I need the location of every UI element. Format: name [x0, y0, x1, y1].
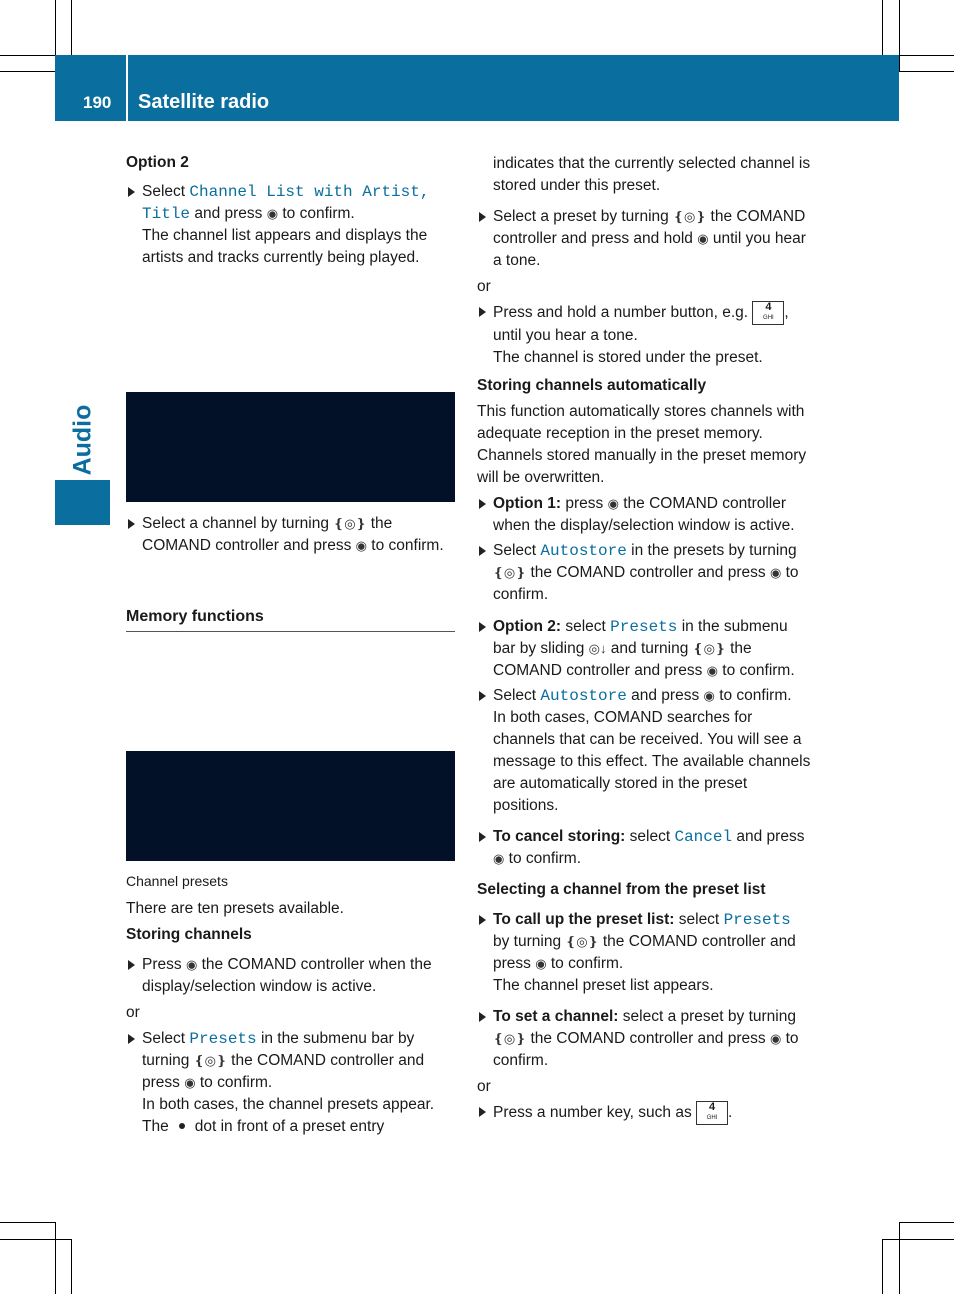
right-column	[477, 153, 811, 1125]
press-controller-icon: ◉	[607, 496, 619, 511]
step-text: select	[565, 618, 606, 635]
result-text: In both cases, COMAND searches for channels that can be received. You will see a message to this effect. The available channels are automatically stored in the preset positions.	[493, 709, 811, 814]
step-text: , until you hear a tone.	[493, 304, 789, 344]
step-text: to confirm.	[722, 662, 795, 679]
crop-mark	[882, 1239, 954, 1240]
crop-mark	[0, 55, 55, 56]
instruction-step	[477, 206, 811, 272]
step-text: Select a preset by turning	[493, 208, 669, 225]
result-text: The channel is stored under the preset.	[493, 349, 763, 366]
or-text: or	[477, 278, 491, 295]
step-text: the COMAND controller and press	[142, 515, 393, 554]
step-text: dot in front of a preset entry	[194, 1118, 385, 1135]
step-text: the COMAND controller when the display/selection window is active.	[493, 495, 795, 534]
press-controller-icon: ◉	[769, 565, 782, 580]
key-letters: GHI	[763, 315, 774, 321]
step-text: to confirm.	[493, 1030, 799, 1069]
step-text: to confirm.	[371, 537, 444, 554]
side-tab-label: Audio	[68, 404, 97, 476]
menu-item-channel-list-artist-title: Channel List with Artist, Title	[142, 183, 430, 223]
step-text: to confirm.	[508, 850, 582, 867]
press-controller-icon: ◉	[769, 1031, 782, 1046]
storing-channels-heading: Storing channels	[126, 926, 252, 943]
crop-mark	[899, 1222, 954, 1223]
step-text: the COMAND controller and press	[530, 1030, 766, 1047]
section-title: Satellite radio	[138, 91, 270, 113]
instruction-step	[126, 513, 458, 557]
press-controller-icon: ◉	[703, 688, 715, 703]
step-text: the COMAND controller and press	[493, 933, 796, 972]
crop-mark	[0, 1239, 72, 1240]
number-key-4-icon	[696, 1101, 728, 1125]
press-controller-icon: ◉	[355, 538, 367, 553]
step-text: in the submenu bar by sliding	[493, 618, 788, 657]
step-text: press	[565, 495, 604, 512]
option-label: To cancel storing:	[493, 828, 626, 845]
step-text: Press	[142, 956, 182, 973]
menu-item-presets: Presets	[610, 618, 678, 636]
crop-mark	[882, 0, 883, 55]
step-text: until you hear a tone.	[493, 230, 806, 269]
step-text: by turning	[493, 933, 562, 950]
crop-mark	[899, 0, 900, 72]
step-text: Press a number key, such as	[493, 1104, 692, 1122]
turn-controller-icon: ❴◎❵	[692, 641, 726, 656]
side-tab-marker	[55, 480, 110, 525]
step-text: the COMAND controller when the display/selection window is active.	[142, 956, 432, 995]
step-text: Select	[493, 687, 537, 704]
instruction-step	[477, 1006, 811, 1072]
instruction-step	[477, 1101, 811, 1125]
slide-controller-down-icon: ◎↓	[588, 641, 607, 656]
instruction-step	[477, 301, 811, 347]
instruction-step	[477, 909, 811, 975]
press-controller-icon: ◉	[706, 663, 718, 678]
crop-mark	[899, 1222, 900, 1294]
crop-mark	[899, 55, 954, 56]
step-text: select a preset by turning	[622, 1008, 796, 1025]
instruction-step	[477, 540, 811, 606]
press-controller-icon: ◉	[535, 956, 547, 971]
step-text: to confirm.	[550, 955, 624, 972]
or-text: or	[477, 1078, 491, 1095]
option-label: Option 2:	[493, 618, 562, 635]
step-text: the COMAND controller and press	[142, 1052, 425, 1091]
option-2-heading: Option 2	[126, 154, 189, 171]
crop-mark	[882, 1239, 883, 1294]
press-controller-icon: ◉	[493, 851, 505, 866]
menu-item-cancel: Cancel	[674, 828, 733, 846]
crop-mark	[71, 1239, 72, 1294]
crop-mark	[71, 0, 72, 55]
press-controller-icon: ◉	[697, 231, 709, 246]
menu-item-autostore: Autostore	[540, 687, 627, 705]
header-divider	[126, 55, 128, 121]
step-text: select	[629, 828, 671, 845]
option-label: To set a channel:	[493, 1008, 619, 1025]
step-text: the COMAND controller and press and hold	[493, 208, 806, 247]
page-number: 190	[83, 93, 112, 112]
preset-list-heading: Selecting a channel from the preset list	[477, 881, 766, 898]
option-label: To call up the preset list:	[493, 911, 675, 928]
step-text: Select	[142, 183, 186, 200]
key-letters: GHI	[706, 1115, 718, 1121]
result-text	[126, 1094, 458, 1138]
instruction-step	[477, 685, 811, 707]
result-text: The channel preset list appears.	[493, 977, 714, 994]
paragraph: There are ten presets available.	[126, 900, 344, 917]
turn-controller-icon: ❴◎❵	[333, 516, 367, 531]
menu-item-presets: Presets	[189, 1030, 257, 1048]
step-text: Select	[493, 542, 537, 559]
bullet-dot-icon	[179, 1123, 185, 1129]
left-column-select	[126, 513, 458, 557]
step-text: to confirm.	[493, 564, 799, 603]
left-column-bottom	[126, 870, 458, 1138]
step-text: .	[728, 1104, 733, 1122]
turn-controller-icon: ❴◎❵	[193, 1053, 227, 1068]
paragraph: This function automatically stores channels with adequate reception in the preset memory. Channels stored manually in the preset memory will be overwritten.	[477, 403, 807, 486]
screen-image-channel-list	[126, 392, 455, 502]
crop-mark	[55, 1222, 56, 1294]
menu-item-autostore: Autostore	[540, 542, 627, 560]
storing-automatically-heading: Storing channels automatically	[477, 377, 707, 394]
press-controller-icon: ◉	[266, 206, 279, 221]
screen-image-channel-presets	[126, 751, 455, 861]
step-text: in the presets by turning	[631, 542, 797, 559]
step-text: to confirm.	[719, 687, 792, 704]
memory-functions-heading-wrap	[126, 606, 455, 632]
instruction-step	[477, 493, 811, 537]
memory-functions-heading: Memory functions	[126, 606, 455, 632]
step-text: the COMAND controller and press	[530, 564, 766, 581]
turn-controller-icon: ❴◎❵	[673, 209, 707, 224]
step-text: select	[678, 911, 720, 928]
turn-controller-icon: ❴◎❵	[493, 565, 527, 580]
left-column-top	[126, 152, 458, 269]
key-digit: 4	[708, 1101, 716, 1113]
press-controller-icon: ◉	[185, 957, 198, 972]
page-header	[55, 55, 899, 121]
instruction-step	[477, 616, 811, 682]
instruction-step	[126, 954, 458, 998]
or-text: or	[126, 1004, 140, 1021]
menu-item-presets: Presets	[723, 911, 791, 929]
instruction-step	[126, 1028, 458, 1094]
instruction-step	[126, 181, 458, 225]
step-text: the COMAND controller and press	[493, 640, 752, 679]
step-text: In both cases, the channel presets appear. The	[142, 1096, 435, 1135]
step-text: Select a channel by turning	[142, 515, 329, 532]
step-text: in the submenu bar by turning	[142, 1030, 415, 1069]
step-text: Press and hold a number button, e.g.	[493, 304, 749, 322]
step-text: and press	[631, 687, 700, 704]
step-text: and turning	[610, 640, 689, 657]
option-label: Option 1:	[493, 495, 562, 512]
press-controller-icon: ◉	[184, 1075, 196, 1090]
step-text: and press	[194, 205, 263, 222]
figure-caption: Channel presets	[126, 873, 228, 889]
key-digit: 4	[765, 301, 772, 313]
number-key-4-icon	[752, 301, 784, 325]
result-text: The channel list appears and displays the artists and tracks currently being played.	[142, 227, 428, 266]
crop-mark	[0, 1222, 55, 1223]
instruction-step	[477, 826, 811, 870]
result-text: indicates that the currently selected channel is stored under this preset.	[493, 155, 811, 194]
turn-controller-icon: ❴◎❵	[565, 934, 599, 949]
step-text: to confirm.	[282, 205, 355, 222]
step-text: Select	[142, 1030, 186, 1047]
step-text: and press	[736, 828, 805, 845]
step-text: to confirm.	[199, 1074, 273, 1091]
turn-controller-icon: ❴◎❵	[493, 1031, 527, 1046]
